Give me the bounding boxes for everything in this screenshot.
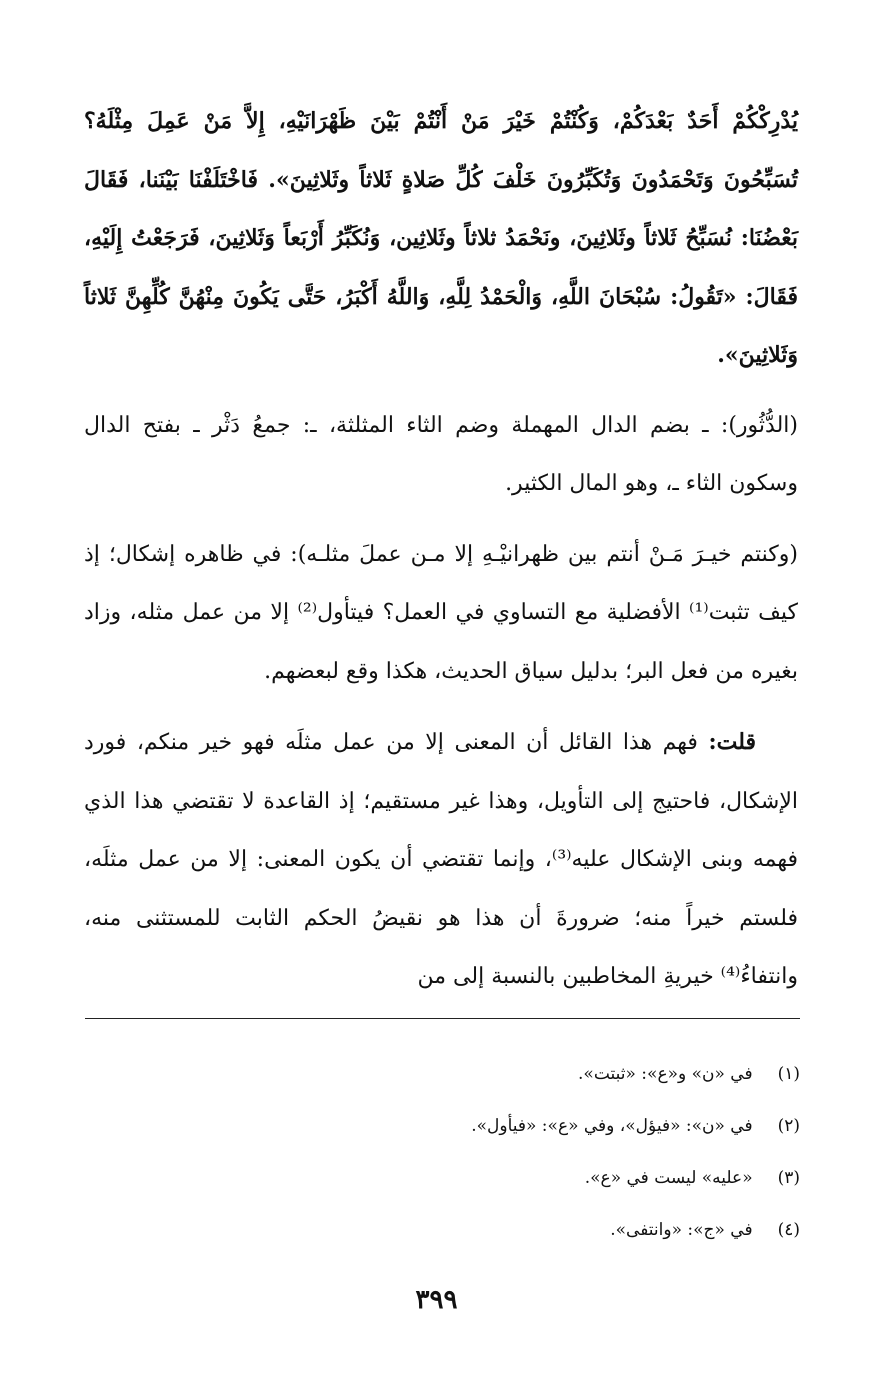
footnote-item	[100, 1152, 800, 1204]
qultu-paragraph	[84, 713, 798, 1007]
footnote-number: (٤)	[777, 1220, 800, 1240]
gloss-duthur-paragraph: (الدُّثُور): ـ بضم الدال المهملة وضم الثاء المثلثة، ـ: جمعُ دَثْر ـ بفتح الدال وسكون الثاء ـ، وهو المال الكثير.	[84, 412, 798, 496]
footnotes	[100, 1048, 800, 1256]
footnote-item	[100, 1204, 800, 1256]
hadith-paragraph: يُدْرِكْكُمْ أَحَدٌ بَعْدَكُمْ، وَكُنْتُمْ خَيْرَ مَنْ أَنْتُمْ بَيْنَ ظَهْرَانَيْهِ، إِلاَّ مَنْ عَمِلَ مِثْلَهُ؟ تُسَبِّحُونَ وَتَحْمَدُونَ وَتُكَبِّرُونَ خَلْفَ كُلِّ صَلاةٍ ثَلاثاً وثَلاثِينَ». فَاخْتَلَفْنَا بَيْنَنا، فَقَالَ بَعْضُنَا: نُسَبِّحُ ثَلاثاً وثَلاثِينَ، ونَحْمَدُ ثلاثاً وثَلاثِين، وَنُكَبِّرُ أَرْبَعاً وَثَلاثِينَ، فَرَجَعْتُ إِلَيْهِ، فَقَالَ: «تَقُولُ: سُبْحَانَ اللَّهِ، وَالْحَمْدُ لِلَّهِ، وَاللَّهُ أَكْبَرُ، حَتَّى يَكُونَ مِنْهُنَّ كُلِّهِنَّ ثَلاثاً وَثَلاثِينَ».	[84, 108, 798, 368]
qultu-lead: قلت:	[708, 729, 756, 755]
footnote-text: «عليه» ليست في «ع».	[584, 1168, 753, 1188]
footnote-number: (١)	[777, 1064, 800, 1084]
footnote-item	[100, 1048, 800, 1100]
footnote-item	[100, 1100, 800, 1152]
qultu-text: فهم هذا القائل أن المعنى إلا من عمل مثلَه فهو خير منكم، فورد الإشكال، فاحتيج إلى التأويل، وهذا غير مستقيم؛ إذ القاعدة لا تقتضي هذا الذي فهمه وبنى الإشكال عليه⁽³⁾، وإنما تقتضي أن يكون المعنى: إلا من عمل مثلَه، فلستم خيراً منه؛ ضرورةَ أن هذا هو نقيضُ الحكم الثابت للمستثنى منه، وانتفاءُ⁽⁴⁾ خيريةِ المخاطبين بالنسبة إلى من	[84, 730, 798, 989]
footnote-number: (٣)	[777, 1168, 800, 1188]
footnote-number: (٢)	[777, 1116, 800, 1136]
main-text-block	[84, 92, 798, 1007]
gloss-kuntum-paragraph: (وكنتم خيـرَ مَـنْ أنتم بين ظهرانيْـهِ إلا مـن عملَ مثلـه): في ظاهره إشكال؛ إذ كيف تثبت⁽¹⁾ الأفضلية مع التساوي في العمل؟ فيتأول⁽²⁾ إلا من عمل مثله، وزاد بغيره من فعل البر؛ بدليل سياق الحديث، هكذا وقع لبعضهم.	[84, 541, 798, 684]
footnote-text: في «ج»: «وانتفى».	[610, 1220, 753, 1240]
footnote-text: في «ن» و«ع»: «ثبتت».	[578, 1064, 753, 1084]
footnote-text: في «ن»: «فيؤل»، وفي «ع»: «فيأول».	[471, 1116, 753, 1136]
footnote-separator	[85, 1018, 800, 1019]
page-number: ٣٩٩	[415, 1285, 458, 1315]
